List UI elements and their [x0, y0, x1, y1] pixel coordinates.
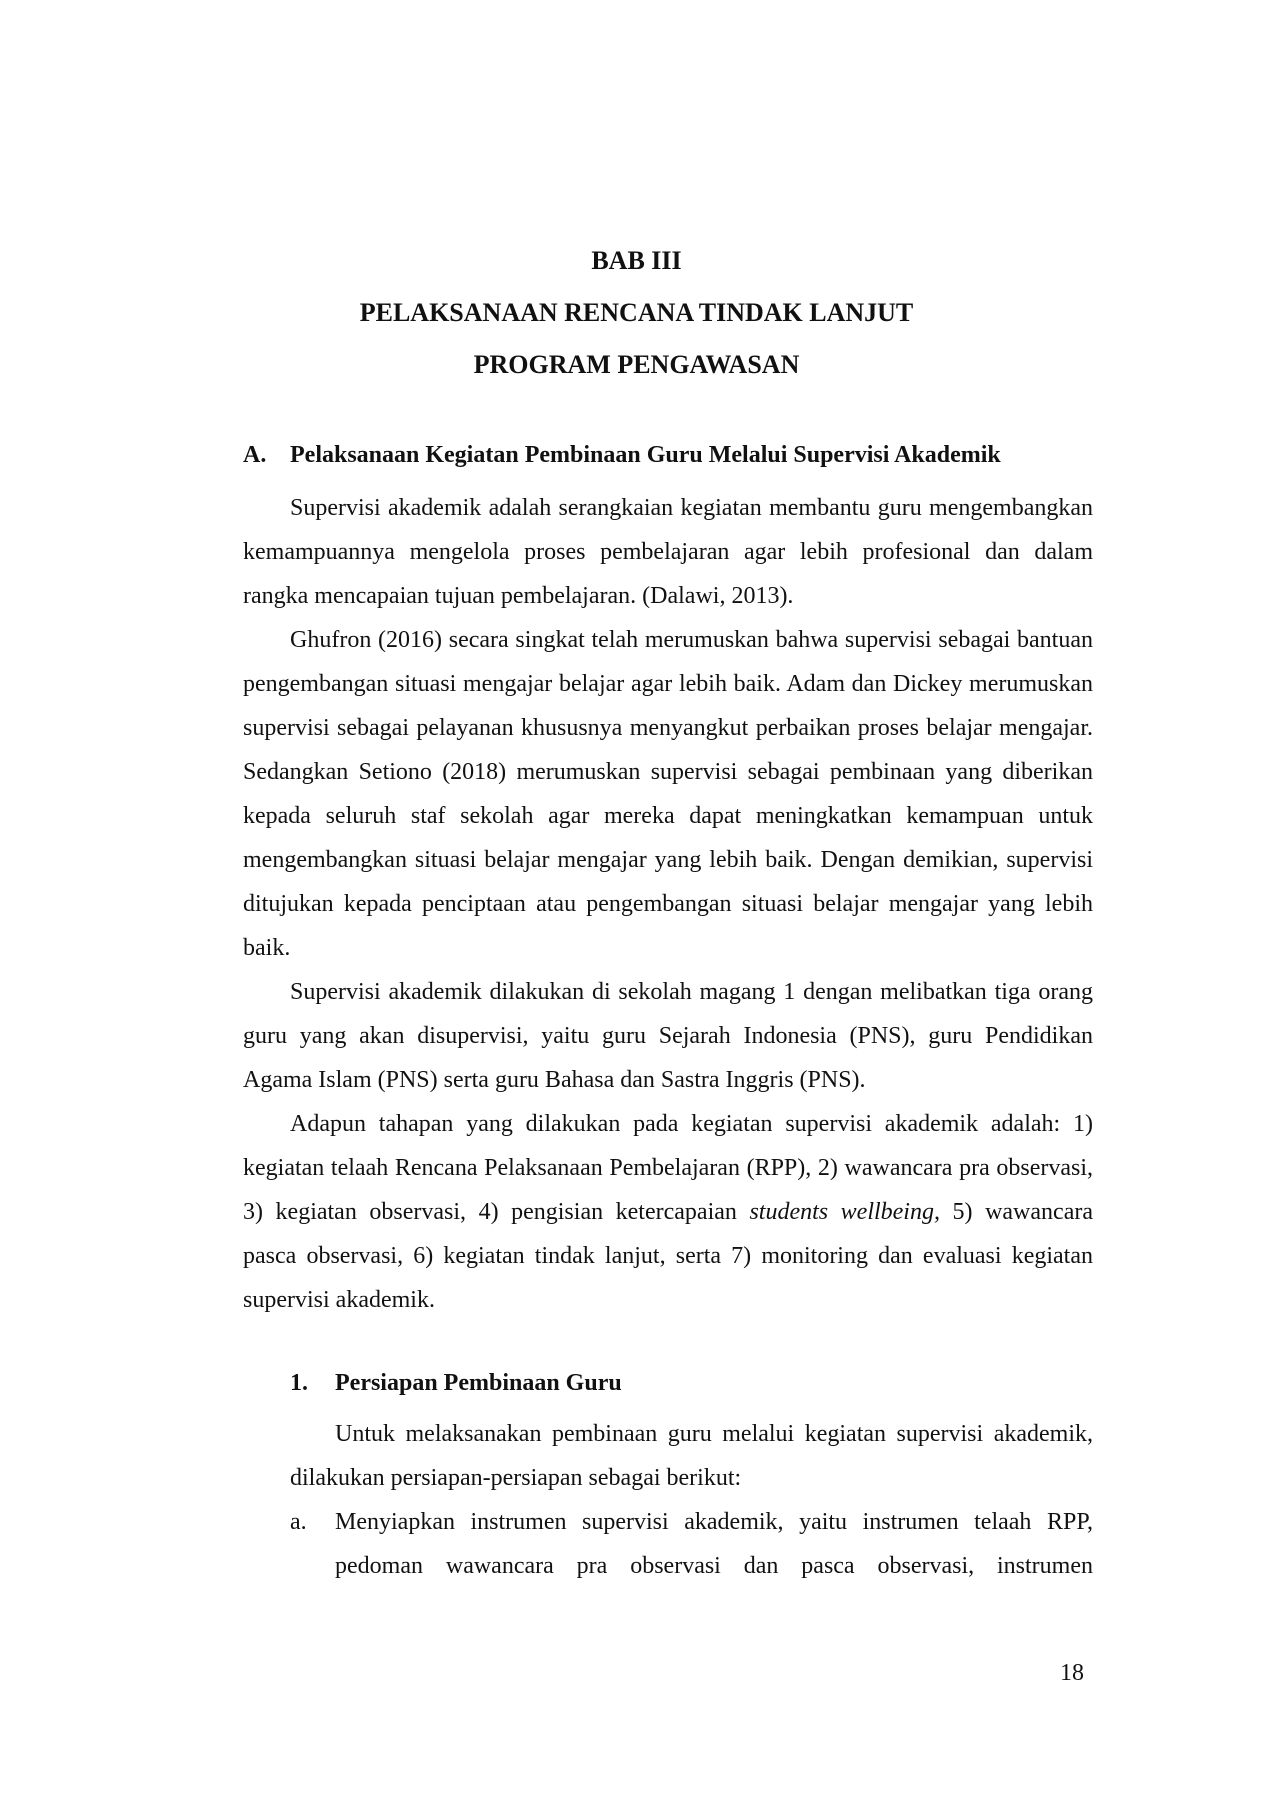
chapter-title-line2: PROGRAM PENGAWASAN [473, 350, 800, 379]
subsection-1-title: Persiapan Pembinaan Guru [335, 1370, 622, 1396]
paragraph-persiapan-intro: Untuk melaksanakan pembinaan guru melalui kegiatan supervisi akademik, dilakukan persiapan-persiapan sebagai berikut: [290, 1421, 1093, 1491]
paragraph-tahapan [243, 1102, 1093, 1322]
page-number: 18 [1060, 1660, 1084, 1686]
section-a-heading [243, 442, 1093, 469]
list-item-text: Menyiapkan instrumen supervisi akademik, yaitu instrumen telaah RPP, pedoman wawancara pra observasi dan pasca observasi, instrumen [335, 1509, 1093, 1579]
subsection-1-heading [290, 1370, 1090, 1397]
section-a-number: A. [243, 442, 267, 468]
section-a-title: Pelaksanaan Kegiatan Pembinaan Guru Melalui Supervisi Akademik [290, 442, 1001, 468]
subsection-1-number: 1. [290, 1370, 308, 1396]
tahapan-text-part1: Adapun tahapan yang dilakukan pada kegiatan supervisi akademik adalah: 1) kegiatan telaah Rencana Pelaksanaan Pembelajaran (RPP), 2) wawancara pra observasi, 3) kegiatan observasi, 4) pengisian ketercapaian [243, 1111, 1093, 1225]
chapter-label: BAB III [591, 246, 682, 275]
paragraph-supervisi-definition: Supervisi akademik adalah serangkaian kegiatan membantu guru mengembangkan kemampuannya mengelola proses pembelajaran agar lebih profesional dan dalam rangka mencapaian tujuan pembelajaran. (Dalawi, 2013). [243, 495, 1093, 609]
tahapan-text-part2: 5) wawancara pasca observasi, 6) kegiatan tindak lanjut, serta 7) monitoring dan evaluasi kegiatan supervisi akademik. [243, 1199, 1093, 1313]
paragraph-ghufron: Ghufron (2016) secara singkat telah merumuskan bahwa supervisi sebagai bantuan pengembangan situasi mengajar belajar agar lebih baik. Adam dan Dickey merumuskan supervisi sebagai pelayanan khususnya menyangkut perbaikan proses belajar mengajar. Sedangkan Setiono (2018) merumuskan supervisi sebagai pembinaan yang diberikan kepada seluruh staf sekolah agar mereka dapat meningkatkan kemampuan untuk mengembangkan situasi belajar mengajar yang lebih baik. Dengan demikian, supervisi ditujukan kepada penciptaan atau pengembangan situasi belajar mengajar yang lebih baik. [243, 627, 1093, 961]
list-marker: a. [290, 1509, 307, 1535]
tahapan-italic-term: students wellbeing, [749, 1199, 940, 1225]
paragraph-sekolah-magang: Supervisi akademik dilakukan di sekolah magang 1 dengan melibatkan tiga orang guru yang akan disupervisi, yaitu guru Sejarah Indonesia (PNS), guru Pendidikan Agama Islam (PNS) serta guru Bahasa dan Sastra Inggris (PNS). [243, 979, 1093, 1093]
list-item [290, 1500, 1093, 1588]
chapter-title-line1: PELAKSANAAN RENCANA TINDAK LANJUT [359, 298, 914, 327]
